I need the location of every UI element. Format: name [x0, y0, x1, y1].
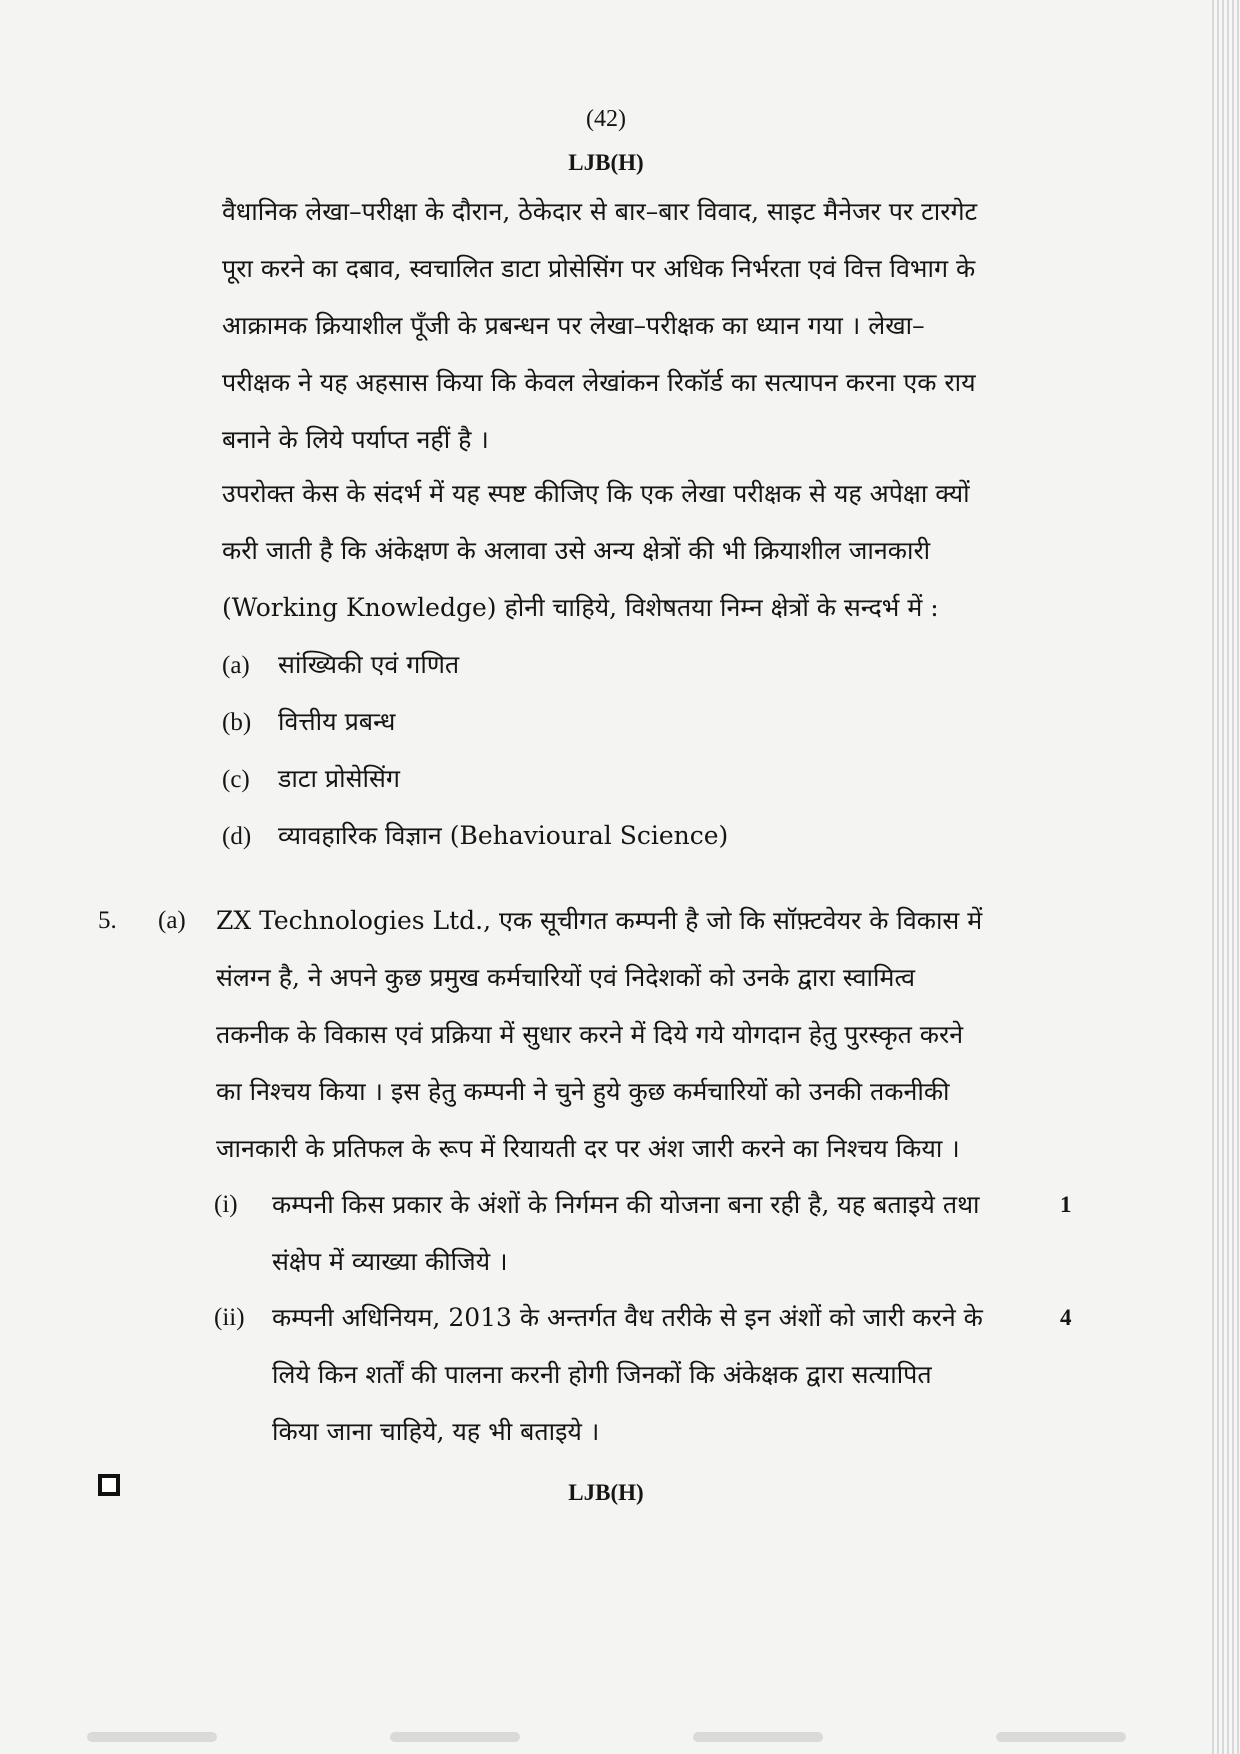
paper-code-header: LJB(H) [568, 150, 644, 175]
list-item [222, 693, 1022, 750]
option-text: सांख्यिकी एवं गणित [278, 650, 460, 679]
paragraph-line: उपरोक्त केस के संदर्भ में यह स्पष्ट कीजिए कि एक लेखा परीक्षक से यह अपेक्षा क्यों [222, 479, 970, 508]
paragraph-line: आक्रामक क्रियाशील पूँजी के प्रबन्धन पर लेखा–परीक्षक का ध्यान गया । लेखा– [222, 311, 925, 340]
option-label: (a) [222, 652, 250, 679]
paper-code-footer: LJB(H) [568, 1480, 644, 1505]
subpart-text [272, 1289, 1032, 1460]
scan-smudge [996, 1732, 1126, 1742]
list-item [222, 807, 1022, 864]
paragraph-line: पूरा करने का दबाव, स्वचालित डाटा प्रोसेसिंग पर अधिक निर्भरता एवं वित्त विभाग के [222, 254, 976, 283]
option-label: (b) [222, 709, 252, 736]
option-text: व्यावहारिक विज्ञान (Behavioural Science) [278, 821, 729, 850]
option-text: वित्तीय प्रबन्ध [278, 707, 396, 736]
marks-value: 1 [1060, 1192, 1072, 1217]
subpart-label: (i) [214, 1191, 238, 1218]
subpart-label: (ii) [214, 1304, 245, 1331]
option-text: डाटा प्रोसेसिंग [278, 764, 400, 793]
question-line: का निश्चय किया । इस हेतु कम्पनी ने चुने हुये कुछ कर्मचारियों को उनकी तकनीकी [216, 1077, 950, 1106]
subpart-line: लिये किन शर्तों की पालना करनी होगी जिनकों कि अंकेक्षक द्वारा सत्यापित [272, 1360, 932, 1389]
scan-smudge [87, 1732, 217, 1742]
question-line: संलग्न है, ने अपने कुछ प्रमुख कर्मचारियों एवं निदेशकों को उनके द्वारा स्वामित्व [216, 963, 915, 992]
paragraph-line: बनाने के लिये पर्याप्त नहीं है । [222, 425, 489, 454]
page-number: (42) [586, 106, 626, 132]
list-item [222, 636, 1022, 693]
option-label: (c) [222, 766, 250, 793]
option-list [222, 636, 1022, 864]
paragraph-line: परीक्षक ने यह अहसास किया कि केवल लेखांकन रिकॉर्ड का सत्यापन करना एक राय [222, 368, 976, 397]
question-number: 5. [98, 907, 117, 934]
subpart-line: संक्षेप में व्याख्या कीजिये । [272, 1247, 508, 1276]
case-paragraph [222, 183, 1022, 468]
question-paragraph [222, 465, 1022, 636]
option-label: (d) [222, 823, 252, 850]
bottom-scan-marks [0, 1720, 1212, 1754]
subpart-i [214, 1176, 1024, 1290]
subpart-ii [214, 1289, 1024, 1460]
scan-smudge [390, 1732, 520, 1742]
subpart-text [272, 1176, 1032, 1290]
question-line: तकनीक के विकास एवं प्रक्रिया में सुधार करने में दिये गये योगदान हेतु पुरस्कृत करने [216, 1020, 964, 1049]
marks-value: 4 [1060, 1305, 1072, 1330]
paragraph-line: वैधानिक लेखा–परीक्षा के दौरान, ठेकेदार से बार–बार विवाद, साइट मैनेजर पर टारगेट [222, 197, 978, 226]
scan-smudge [693, 1732, 823, 1742]
question-part-label: (a) [158, 907, 186, 934]
list-item [222, 750, 1022, 807]
page-edge [1212, 0, 1240, 1754]
question5-text [216, 892, 1016, 1177]
question-line: ZX Technologies Ltd., एक सूचीगत कम्पनी है जो कि सॉफ़्टवेयर के विकास में [216, 906, 983, 935]
paragraph-line: (Working Knowledge) होनी चाहिये, विशेषतया निम्न क्षेत्रों के सन्दर्भ में : [222, 593, 939, 622]
paragraph-line: करी जाती है कि अंकेक्षण के अलावा उसे अन्य क्षेत्रों की भी क्रियाशील जानकारी [222, 536, 931, 565]
question-line: जानकारी के प्रतिफल के रूप में रियायती दर पर अंश जारी करने का निश्चय किया । [216, 1134, 960, 1163]
subpart-line: कम्पनी अधिनियम, 2013 के अन्तर्गत वैध तरीके से इन अंशों को जारी करने के [272, 1303, 983, 1332]
subpart-line: किया जाना चाहिये, यह भी बताइये । [272, 1417, 600, 1446]
subpart-line: कम्पनी किस प्रकार के अंशों के निर्गमन की योजना बना रही है, यह बताइये तथा [272, 1190, 980, 1219]
